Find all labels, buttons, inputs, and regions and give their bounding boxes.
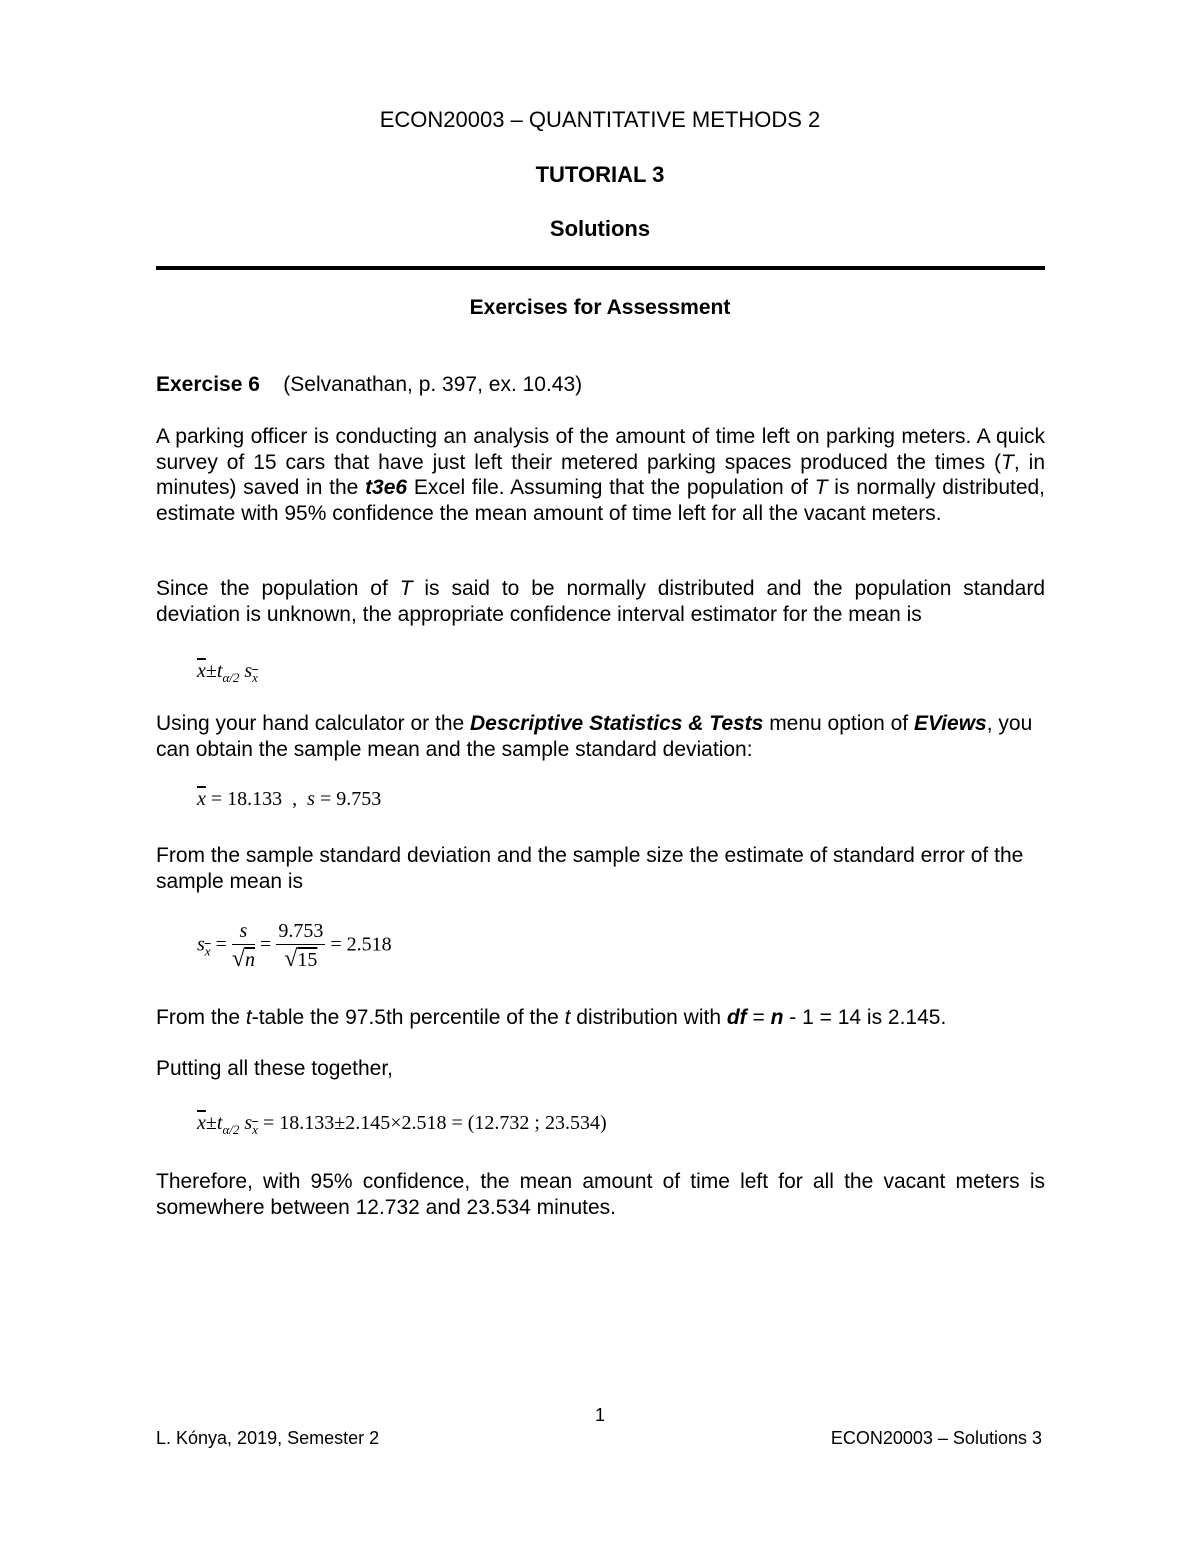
fraction-numeric: $\frac{9.753}{√15}$ — [278, 920, 324, 972]
section-title: Exercises for Assessment — [469, 296, 731, 319]
solution-paragraph-2: Using your hand calculator or the Descriptive Statistics & Tests menu option of EViews, you can obtain the sample mean and the sample standard deviation: — [156, 712, 1033, 761]
exercise-heading — [156, 372, 1045, 398]
fraction-s-over-sqrt-n: $\frac{s}{√n}$ — [231, 920, 256, 972]
ci-result-formula: $\overline{x}\pm t_{\alpha/2}$ $s_{\overline{x}} = 18.133\pm 2.145\times 2.518 = (12.732$ ; 23.534) — [197, 1112, 607, 1137]
header-divider — [156, 266, 1045, 270]
solution-paragraph-5: Putting all these together, — [156, 1057, 393, 1080]
problem-statement: A parking officer is conducting an analysis of the amount of time left on parking meters. A quick survey of 15 cars that have just left their metered parking spaces produced the times (T, in minutes) saved in the t3e6 Excel file. Assuming that the population of T is normally distributed, estimate with 95% confidence the mean amount of time left for all the vacant meters. — [156, 425, 1046, 525]
footer-doc: ECON20003 – Solutions 3 — [830, 1428, 1042, 1448]
tutorial-title: TUTORIAL 3 — [535, 162, 665, 187]
exercise-source: (Selvanathan, p. 397, ex. 10.43) — [283, 373, 583, 396]
solution-paragraph-1: Since the population of T is said to be normally distributed and the population standard deviation is unknown, the appropriate confidence interval estimator for the mean is — [156, 577, 1045, 626]
sample-stats-formula: $\overline{x} = 18.133$ , s = 9.753 — [197, 788, 382, 810]
solution-paragraph-6: Therefore, with 95% confidence, the mean amount of time left for all the vacant meters is somewhere between 12.732 and 23.534 minutes. — [156, 1170, 1045, 1219]
solution-paragraph-4: From the t-table the 97.5th percentile of the t distribution with df = n - 1 = 14 is 2.145. — [156, 1006, 947, 1029]
course-title: ECON20003 – QUANTITATIVE METHODS 2 — [379, 107, 821, 132]
ci-estimator-formula: $\overline{x}\pm t_{\alpha/2}$ $s_{\overline{x}}$ — [197, 660, 258, 685]
page-number: 1 — [594, 1405, 605, 1425]
solution-paragraph-3: From the sample standard deviation and the sample size the estimate of standard error of the sample mean is — [156, 844, 1024, 893]
footer-author: L. Kónya, 2019, Semester 2 — [156, 1428, 380, 1448]
standard-error-formula: $s_{\overline{x}}$ = $\frac{s}{√n}$ = $\frac{9.753}{√15}$ = 2.518 — [197, 920, 392, 972]
page-subtitle: Solutions — [549, 216, 651, 241]
exercise-label: Exercise 6 — [156, 373, 260, 396]
